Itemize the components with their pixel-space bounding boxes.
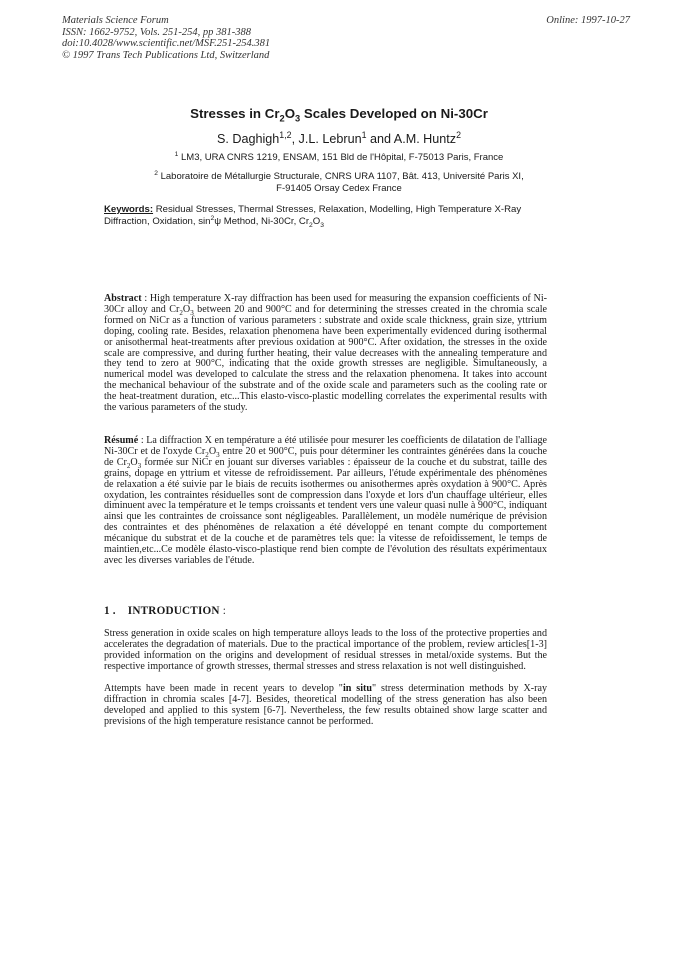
affiliation-1: $^1$ LM3, URA CNRS 1219, ENSAM, 151 Bld de l'Hôpital, F-75013 Paris, France — [174, 150, 504, 163]
keywords-block: Keywords: Residual Stresses, Thermal Stresses, Relaxation, Modelling, High Temperature X-Ray Diffraction, Oxidation, $\sin^2\psi$ Method, Ni-30Cr, $Cr_2O_3$ — [104, 204, 522, 230]
paper-title: Stresses in $Cr_2O_3$ Scales Developed on Ni-30Cr — [190, 106, 488, 124]
introduction-paragraph-1: Stress generation in oxide scales on high temperature alloys leads to the loss of the protective properties and accelerates the degradation of materials. Due to the practical importance of the problem, review articles[1-3] provided information on the origins and development of residual stresses in metal/oxide systems. But the respective importance of growth stresses, thermal stresses and stress relaxation is not well distinguished. — [104, 628, 547, 672]
resume-label: Résumé — [104, 435, 139, 446]
affiliation-2: $^2$ Laboratoire de Métallurgie Structurale, CNRS URA 1107, Bât. 413, Université Paris XI, F-91405 Orsay Cedex France — [154, 169, 524, 194]
author-daghigh: S. Daghigh — [216, 132, 280, 146]
section-heading-introduction: 1 . INTRODUCTION : — [104, 605, 227, 617]
online-date: Online: 1997-10-27 — [546, 15, 630, 26]
abstract-paragraph: Abstract : High temperature X-ray diffraction has been used for measuring the expansion coefficients of Ni-30Cr alloy and $Cr_2O_3$ between 20 and 900°C and for determining the stresses created in the chromia scale formed on NiCr as a function of various parameters : substrate and oxide scale thickness, grain size, yttrium doping, cooling rate. Besides, relaxation phenomena have been experimentally evidenced during isothermal or anisothermal heat-treatments after previous oxidation at 900°C. After oxidation, the stresses in the oxide scale are compressive, and during further heating, their value decreases with the annealing temperature and they tend to zero at 900°C, indicating that the oxide growth stresses are negligible. Simultaneously, a numerical model was developed to calculate the stress and the relaxation phenomena. It takes into account the mechanical behaviour of the substrate and of the oxide scale and parameters such as the cooling rate or the heat-treatment duration, etc...This elasto-visco-plastic modelling correlates the experimental results with the various parameters of the study. — [104, 293, 547, 414]
keywords-label: Keywords: — [104, 204, 154, 215]
author-huntz: and A.M. Huntz — [366, 132, 457, 146]
abstract-label: Abstract — [104, 293, 142, 304]
journal-name: Materials Science Forum — [62, 15, 169, 26]
introduction-paragraph-2: Attempts have been made in recent years to develop "in situ" stress determination methods by X-ray diffraction in chromia scales [4-7]. Besides, theoretical modelling of the stress generation has also been developed and applied to this system [6-7]. Nevertheless, the few results obtained show large scatter and previsions of the high temperature resistance cannot be performed. — [104, 683, 547, 727]
author-lebrun: , J.L. Lebrun — [291, 132, 362, 146]
copyright-line: © 1997 Trans Tech Publications Ltd, Switzerland — [62, 49, 270, 61]
issn-line: ISSN: 1662-9752, Vols. 251-254, pp 381-388 — [62, 26, 251, 38]
author-list: S. Daghigh$^{1,2}$, J.L. Lebrun$^1$ and A.M. Huntz$^2$ — [216, 129, 461, 146]
running-header — [62, 15, 270, 61]
resume-paragraph: Résumé : La diffraction X en température a été utilisée pour mesurer les coefficients de dilatation de l'alliage Ni-30Cr et de l'oxyde $Cr_2O_3$ entre 20 et 900°C, puis pour déterminer les contraintes générées dans la couche de $Cr_2O_3$ formée sur NiCr en jouant sur diverses variables : épaisseur de la couche et du substrat, taille des grains, dopage en yttrium et vitesse de refroidissement. Par ailleurs, l'étude expérimentale des phénomènes de relaxation a été suivie par le biais de recuits isothermes ou anisothermes après oxydation à 900°C. Après oxydation, les contraintes résiduelles sont de compression dans l'oxyde et lors d'un chauffage ultérieur, elles diminuent avec la température et le temps croissants et tendent vers une valeur quasi nulle à 900°C, indiquant ainsi que les contraintes de croissance sont négligeables. Parallèlement, un modèle numérique de prévision des contraintes et des phénomènes de relaxation a été développé en tenant compte du comportement mécanique du substrat et de la couche et de paramètres tels que: la vitesse de refoidissement, le temps de maintien,etc...Ce modèle élasto-visco-plastique rend bien compte de l'évolution des résultats expérimentaux avec les diverses variables de l'étude. — [104, 435, 548, 566]
doi-line[interactable]: doi:10.4028/www.scientific.net/MSF.251-254.381 — [62, 38, 271, 50]
